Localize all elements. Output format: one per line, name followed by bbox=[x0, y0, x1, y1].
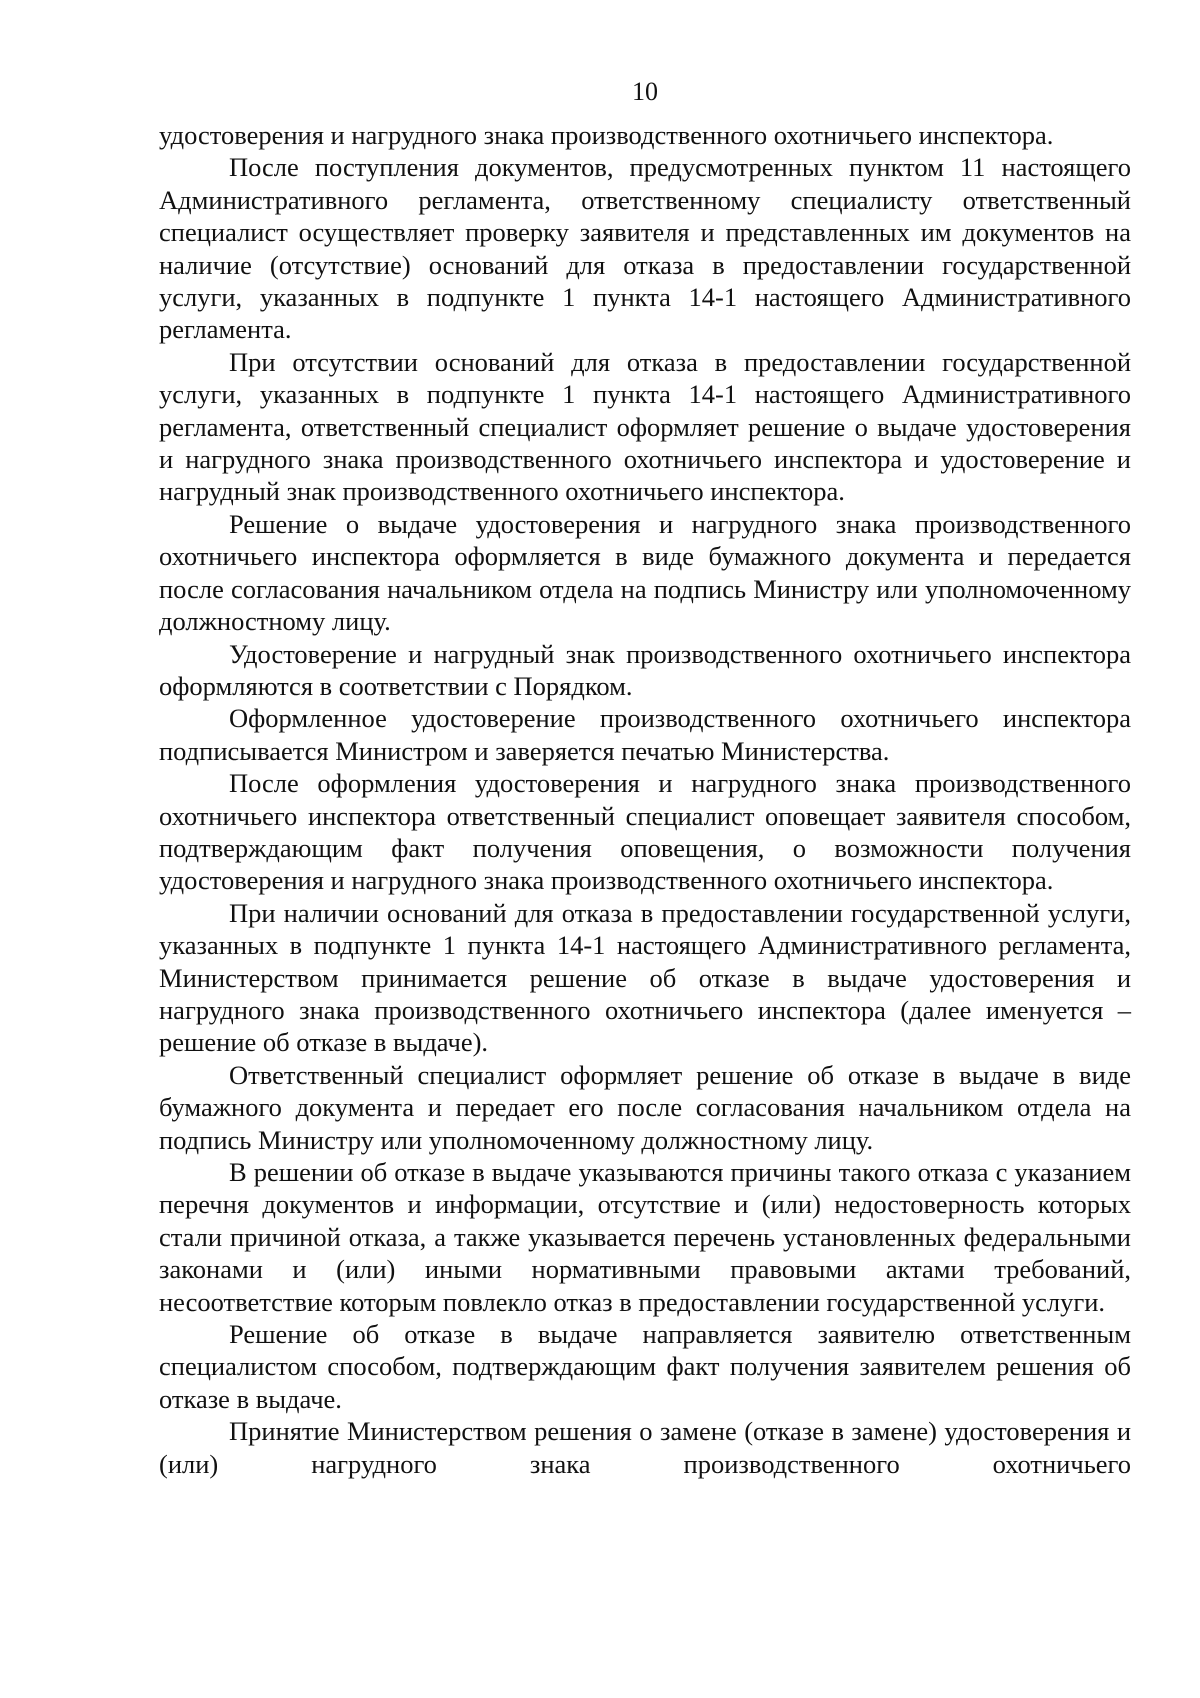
page-number: 10 bbox=[632, 77, 658, 106]
document-body bbox=[159, 119, 1131, 1480]
paragraph-refusal-document: Ответственный специалист оформляет решение об отказе в выдаче в виде бумажного документа и передает его после согласования начальником отдела на подпись Министру или уполномоченному должностному лицу. bbox=[159, 1059, 1131, 1155]
paragraph-refusal-delivery: Решение об отказе в выдаче направляется заявителю ответственным специалистом способом, подтверждающим факт получения заявителем решения об отказе в выдаче. bbox=[159, 1319, 1131, 1414]
paragraph-refusal-reasons: В решении об отказе в выдаче указываются причины такого отказа с указанием перечня документов и информации, отсутствие и (или) недостоверность которых стали причиной отказа, а также указывается перечень установленных федеральными законами и (или) иными нормативными правовыми актами требований, несоответствие которым повлекло отказ в предоставлении государственной услуги. bbox=[159, 1157, 1131, 1317]
paragraph-continuation: удостоверения и нагрудного знака производственного охотничьего инспектора. bbox=[159, 120, 1054, 150]
paragraph-no-grounds: При отсутствии оснований для отказа в предоставлении государственной услуги, указанных в подпункте 1 пункта 14-1 настоящего Административного регламента, ответственный специалист оформляет решение о выдаче удостоверения и нагрудного знака производственного охотничьего инспектора и удостоверение и нагрудный знак производственного охотничьего инспектора. bbox=[159, 346, 1131, 507]
paragraph-signing: Оформленное удостоверение производственного охотничьего инспектора подписывается Министром и заверяется печатью Министерства. bbox=[159, 703, 1131, 766]
paragraph-procedure: Удостоверение и нагрудный знак производственного охотничьего инспектора оформляются в соответствии с Порядком. bbox=[159, 638, 1131, 701]
paragraph-notification: После оформления удостоверения и нагрудного знака производственного охотничьего инспектора ответственный специалист оповещает заявителя способом, подтверждающим факт получения оповещения, о возможности получения удостоверения и нагрудного знака производственного охотничьего инспектора. bbox=[159, 768, 1131, 896]
paragraph-refusal-grounds: При наличии оснований для отказа в предоставлении государственной услуги, указанных в подпункте 1 пункта 14-1 настоящего Административного регламента, Министерством принимается решение об отказе в выдаче удостоверения и нагрудного знака производственного охотничьего инспектора (далее именуется – решение об отказе в выдаче). bbox=[159, 897, 1131, 1058]
paragraph-replacement: Принятие Министерством решения о замене (отказе в замене) удостоверения и (или) нагрудного знака производственного охотничьего bbox=[159, 1416, 1131, 1479]
paragraph-issue-decision: Решение о выдаче удостоверения и нагрудного знака производственного охотничьего инспектора оформляется в виде бумажного документа и передается после согласования начальником отдела на подпись Министру или уполномоченному должностному лицу. bbox=[159, 508, 1131, 637]
paragraph-document-check: После поступления документов, предусмотренных пунктом 11 настоящего Административного регламента, ответственному специалисту ответственный специалист осуществляет проверку заявителя и представленных им документов на наличие (отсутствие) оснований для отказа в предоставлении государственной услуги, указанных в подпункте 1 пункта 14-1 настоящего Административного регламента. bbox=[159, 152, 1131, 345]
